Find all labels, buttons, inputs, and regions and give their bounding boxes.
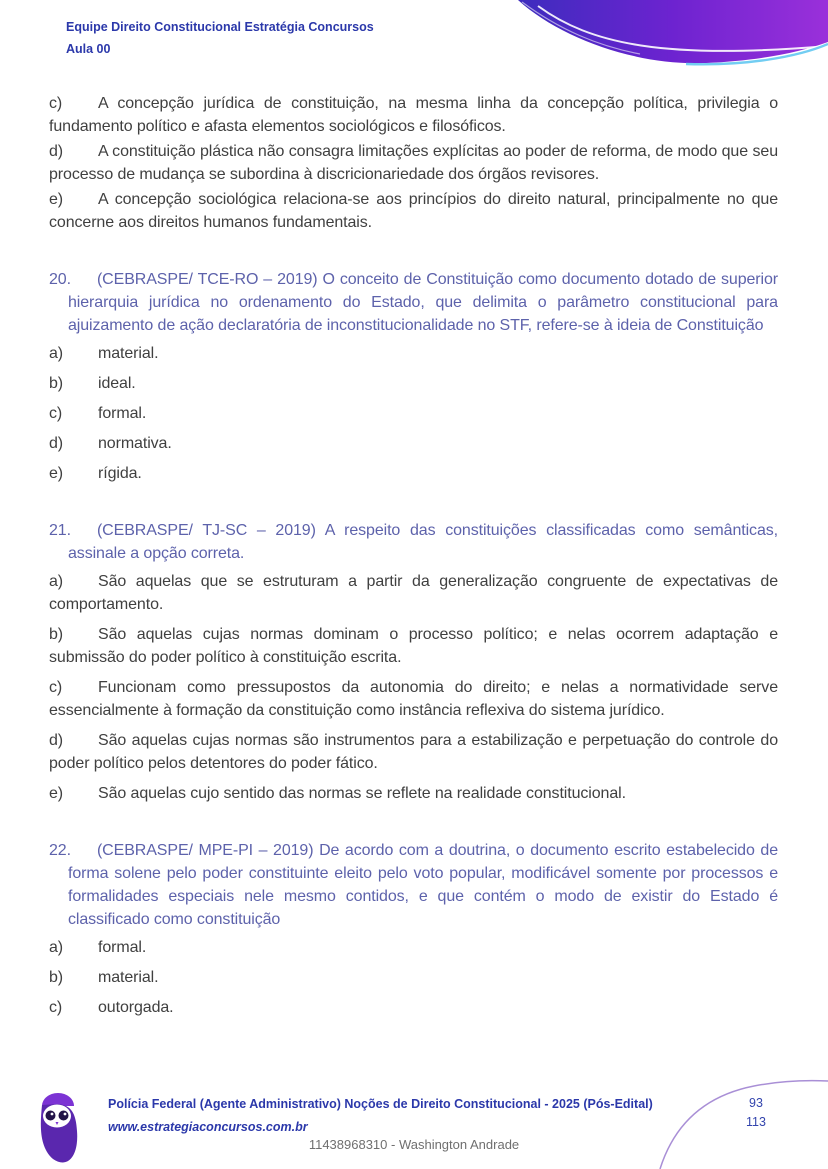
option-letter: b) [49,375,64,392]
question-number: 22. [49,842,71,859]
question-number: 20. [49,271,71,288]
question-stem [49,268,778,337]
footer-course-title: Polícia Federal (Agente Administrativo) Noções de Direito Constitucional - 2025 (Pós-Edital) [108,1097,653,1111]
option-text: São aquelas que se estruturam a partir da generalização congruente de expectativas de comportamento. [49,573,778,613]
option-letter: c) [49,95,63,112]
option-letter: d) [49,143,64,160]
option-text: rígida. [98,465,142,482]
answer-option [49,676,778,722]
page-header [66,19,374,57]
header-wave-decoration [498,0,828,72]
question-options [49,936,778,1019]
option-text: A concepção sociológica relaciona-se aos princípios do direito natural, principalmente no que concerne aos direitos humanos fundamentais. [49,191,778,231]
option-letter: a) [49,345,64,362]
option-text: Funcionam como pressupostos da autonomia do direito; e nelas a normatividade serve essencialmente à formação da constituição como instância reflexiva do sistema jurídico. [49,679,778,719]
answer-option [49,188,778,234]
question-block [49,839,778,1019]
question-block [49,268,778,485]
option-text: A constituição plástica não consagra limitações explícitas ao poder de reforma, de modo que seu processo de mudança se subordina à discricionariedade dos órgãos revisores. [49,143,778,183]
answer-option [49,782,778,805]
option-text: normativa. [98,435,172,452]
option-letter: b) [49,626,64,643]
answer-option [49,570,778,616]
option-letter: e) [49,785,64,802]
question-options [49,570,778,805]
answer-option [49,966,778,989]
question-block [49,519,778,805]
option-letter: b) [49,969,64,986]
option-text: formal. [98,405,147,422]
footer-website-link[interactable]: www.estrategiaconcursos.com.br [108,1120,308,1134]
option-text: São aquelas cujo sentido das normas se reflete na realidade constitucional. [98,785,626,802]
option-letter: a) [49,573,64,590]
content [49,92,778,1026]
answer-option [49,936,778,959]
option-text: outorgada. [98,999,174,1016]
page-number-total: 113 [746,1115,766,1129]
option-letter: c) [49,405,63,422]
option-letter: c) [49,999,63,1016]
intro-options [49,92,778,234]
option-text: São aquelas cujas normas dominam o processo político; e nelas ocorrem adaptação e submissão do poder político à constituição escrita. [49,626,778,666]
question-stem [49,839,778,931]
question-options [49,342,778,485]
header-subtitle: Aula 00 [66,42,111,56]
answer-option [49,432,778,455]
answer-option [49,140,778,186]
question-list [49,268,778,1019]
question-number: 21. [49,522,71,539]
option-letter: a) [49,939,64,956]
answer-option [49,462,778,485]
option-text: formal. [98,939,147,956]
option-letter: e) [49,465,64,482]
answer-option [49,996,778,1019]
user-watermark: 11438968310 - Washington Andrade [308,1137,520,1152]
answer-option [49,92,778,138]
option-text: São aquelas cujas normas são instrumentos para a estabilização e perpetuação do controle do poder político pelos detentores do poder fático. [49,732,778,772]
answer-option [49,342,778,365]
question-stem [49,519,778,565]
option-text: ideal. [98,375,136,392]
option-letter: d) [49,435,64,452]
page-numbers [735,1094,777,1132]
page-number-current: 93 [749,1096,763,1110]
estrategia-owl-logo [33,1091,83,1167]
option-letter: c) [49,679,63,696]
answer-option [49,372,778,395]
option-text: A concepção jurídica de constituição, na mesma linha da concepção política, privilegia o fundamento político e afasta elementos sociológicos e filosóficos. [49,95,778,135]
option-letter: d) [49,732,64,749]
footer [108,1096,668,1135]
question-stem-text: (CEBRASPE/ TCE-RO – 2019) O conceito de Constituição como documento dotado de superior hierarquia jurídica no ordenamento do Estado, que delimita o parâmetro constitucional para ajuizamento de ação declaratória de inconstitucionalidade no STF, refere-se à ideia de Constituição [68,271,778,334]
answer-option [49,402,778,425]
answer-option [49,623,778,669]
question-stem-text: (CEBRASPE/ TJ-SC – 2019) A respeito das constituições classificadas como semânticas, assinale a opção correta. [68,522,778,562]
option-letter: e) [49,191,64,208]
answer-option [49,729,778,775]
option-text: material. [98,969,159,986]
header-title: Equipe Direito Constitucional Estratégia Concursos [66,20,374,34]
question-stem-text: (CEBRASPE/ MPE-PI – 2019) De acordo com a doutrina, o documento escrito estabelecido de forma solene pelo poder constituinte eleito pelo voto popular, modificável somente por processos e formalidades especiais nele mesmo contidos, e que contém o modo de existir do Estado é classificado como constituição [68,842,778,928]
option-text: material. [98,345,159,362]
